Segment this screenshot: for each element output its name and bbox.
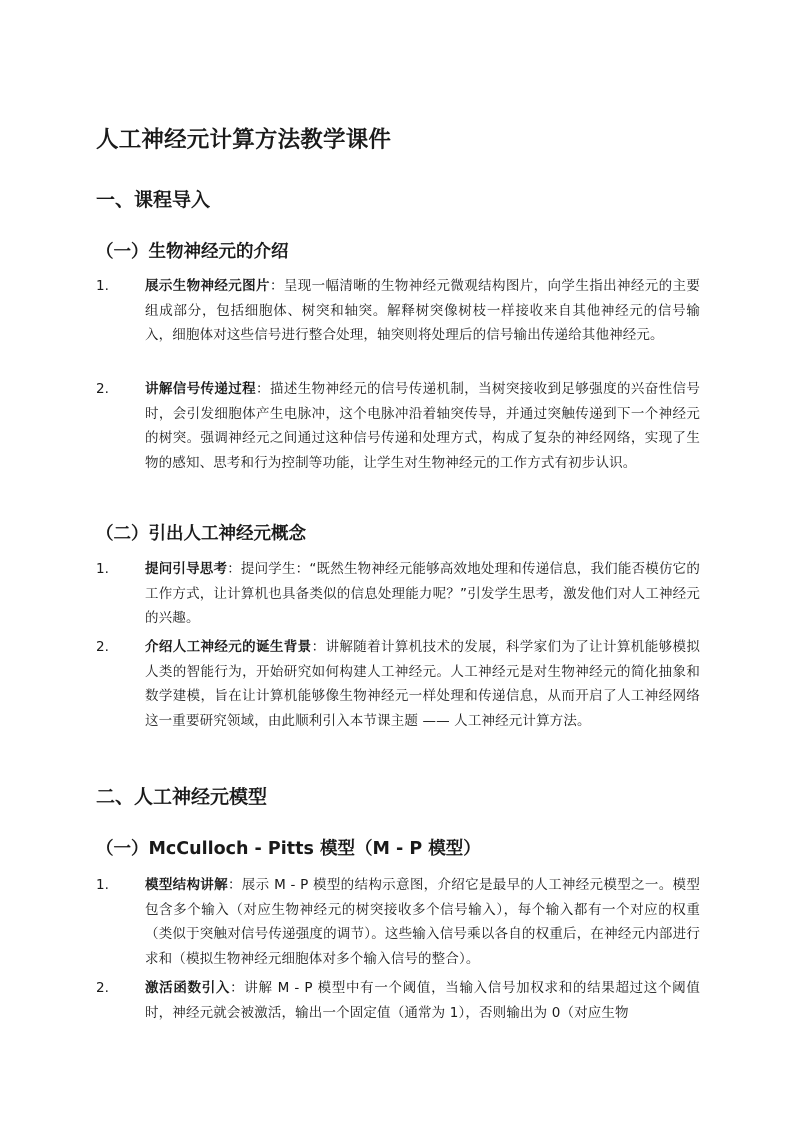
list-item xyxy=(96,635,700,733)
list-item-body: 描述生物神经元的信号传递机制，当树突接收到足够强度的兴奋性信号时，会引发细胞体产生电脉冲，这个电脉冲沿着轴突传导，并通过突触传递到下一个神经元的树突。强调神经元之间通过这种信号传递和处理方式，构成了复杂的神经网络，实现了生物的感知、思考和行为控制等功能，让学生对生物神经元的工作方式有初步认识。 xyxy=(145,381,700,471)
list-number: 1. xyxy=(96,278,109,294)
list-item-body: 展示 M - P 模型的结构示意图，介绍它是最早的人工神经元模型之一。模型包含多个输入（对应生物神经元的树突接收多个信号输入），每个输入都有一个对应的权重（类似于突触对信号传递强度的调节）。这些输入信号乘以各自的权重后，在神经元内部进行求和（模拟生物神经元细胞体对多个输入信号的整合）。 xyxy=(145,877,700,967)
list-number: 1. xyxy=(96,877,109,893)
list-item-body: 提问学生：“既然生物神经元能够高效地处理和传递信息，我们能否模仿它的工作方式，让计算机也具备类似的信息处理能力呢？”引发学生思考，激发他们对人工神经元的兴趣。 xyxy=(145,561,701,626)
list-item-text xyxy=(145,274,700,348)
subsection-heading-mp-model: （一）McCulloch - Pitts 模型（M - P 模型） xyxy=(96,839,481,859)
list-number: 1. xyxy=(96,561,109,577)
list-item-body: 讲解 M - P 模型中有一个阈值，当输入信号加权求和的结果超过这个阈值时，神经元就会被激活，输出一个固定值（通常为 1），否则输出为 0（对应生物 xyxy=(145,980,700,1021)
list-number: 2. xyxy=(96,639,109,655)
document-title: 人工神经元计算方法教学课件 xyxy=(96,127,392,153)
list-item-text xyxy=(145,377,700,475)
list-item xyxy=(96,976,700,1025)
list-item-text xyxy=(145,873,700,971)
section-heading-course-intro: 一、课程导入 xyxy=(96,189,211,211)
list-item-body: 呈现一幅清晰的生物神经元微观结构图片，向学生指出神经元的主要组成部分，包括细胞体、树突和轴突。解释树突像树枝一样接收来自其他神经元的信号输入，细胞体对这些信号进行整合处理，轴突则将处理后的信号输出传递给其他神经元。 xyxy=(145,278,701,343)
list-item-lead: 模型结构讲解 xyxy=(145,877,228,893)
section-heading-neuron-models: 二、人工神经元模型 xyxy=(96,786,268,808)
list-number: 2. xyxy=(96,381,109,397)
list-item-lead: 激活函数引入 xyxy=(145,980,231,996)
lead-separator: ： xyxy=(227,561,241,577)
list-item xyxy=(96,557,700,631)
list-item-text xyxy=(145,976,700,1025)
list-number: 2. xyxy=(96,980,109,996)
list-item-body: 讲解随着计算机技术的发展，科学家们为了让计算机能够模拟人类的智能行为，开始研究如何构建人工神经元。人工神经元是对生物神经元的简化抽象和数学建模，旨在让计算机能够像生物神经元一样处理和传递信息，从而开启了人工神经网络这一重要研究领域，由此顺利引入本节课主题 —— 人工神经元计算方法。 xyxy=(145,639,700,729)
subsection-heading-artificial-neuron-concept: （二）引出人工神经元概念 xyxy=(96,524,306,544)
list-item xyxy=(96,377,700,475)
list-item-text xyxy=(145,635,700,733)
list-item-lead: 讲解信号传递过程 xyxy=(145,381,257,397)
list-item xyxy=(96,274,700,348)
list-item-lead: 提问引导思考 xyxy=(145,561,228,577)
lead-separator: ： xyxy=(256,381,270,397)
subsection-heading-bio-neuron: （一）生物神经元的介绍 xyxy=(96,242,289,262)
lead-separator: ： xyxy=(311,639,326,655)
lead-separator: ： xyxy=(227,877,242,893)
list-item-lead: 介绍人工神经元的诞生背景 xyxy=(145,639,312,655)
lead-separator: ： xyxy=(230,980,245,996)
list-item-lead: 展示生物神经元图片 xyxy=(145,278,270,294)
list-item-text xyxy=(145,557,700,631)
list-item xyxy=(96,873,700,971)
lead-separator: ： xyxy=(269,278,284,294)
